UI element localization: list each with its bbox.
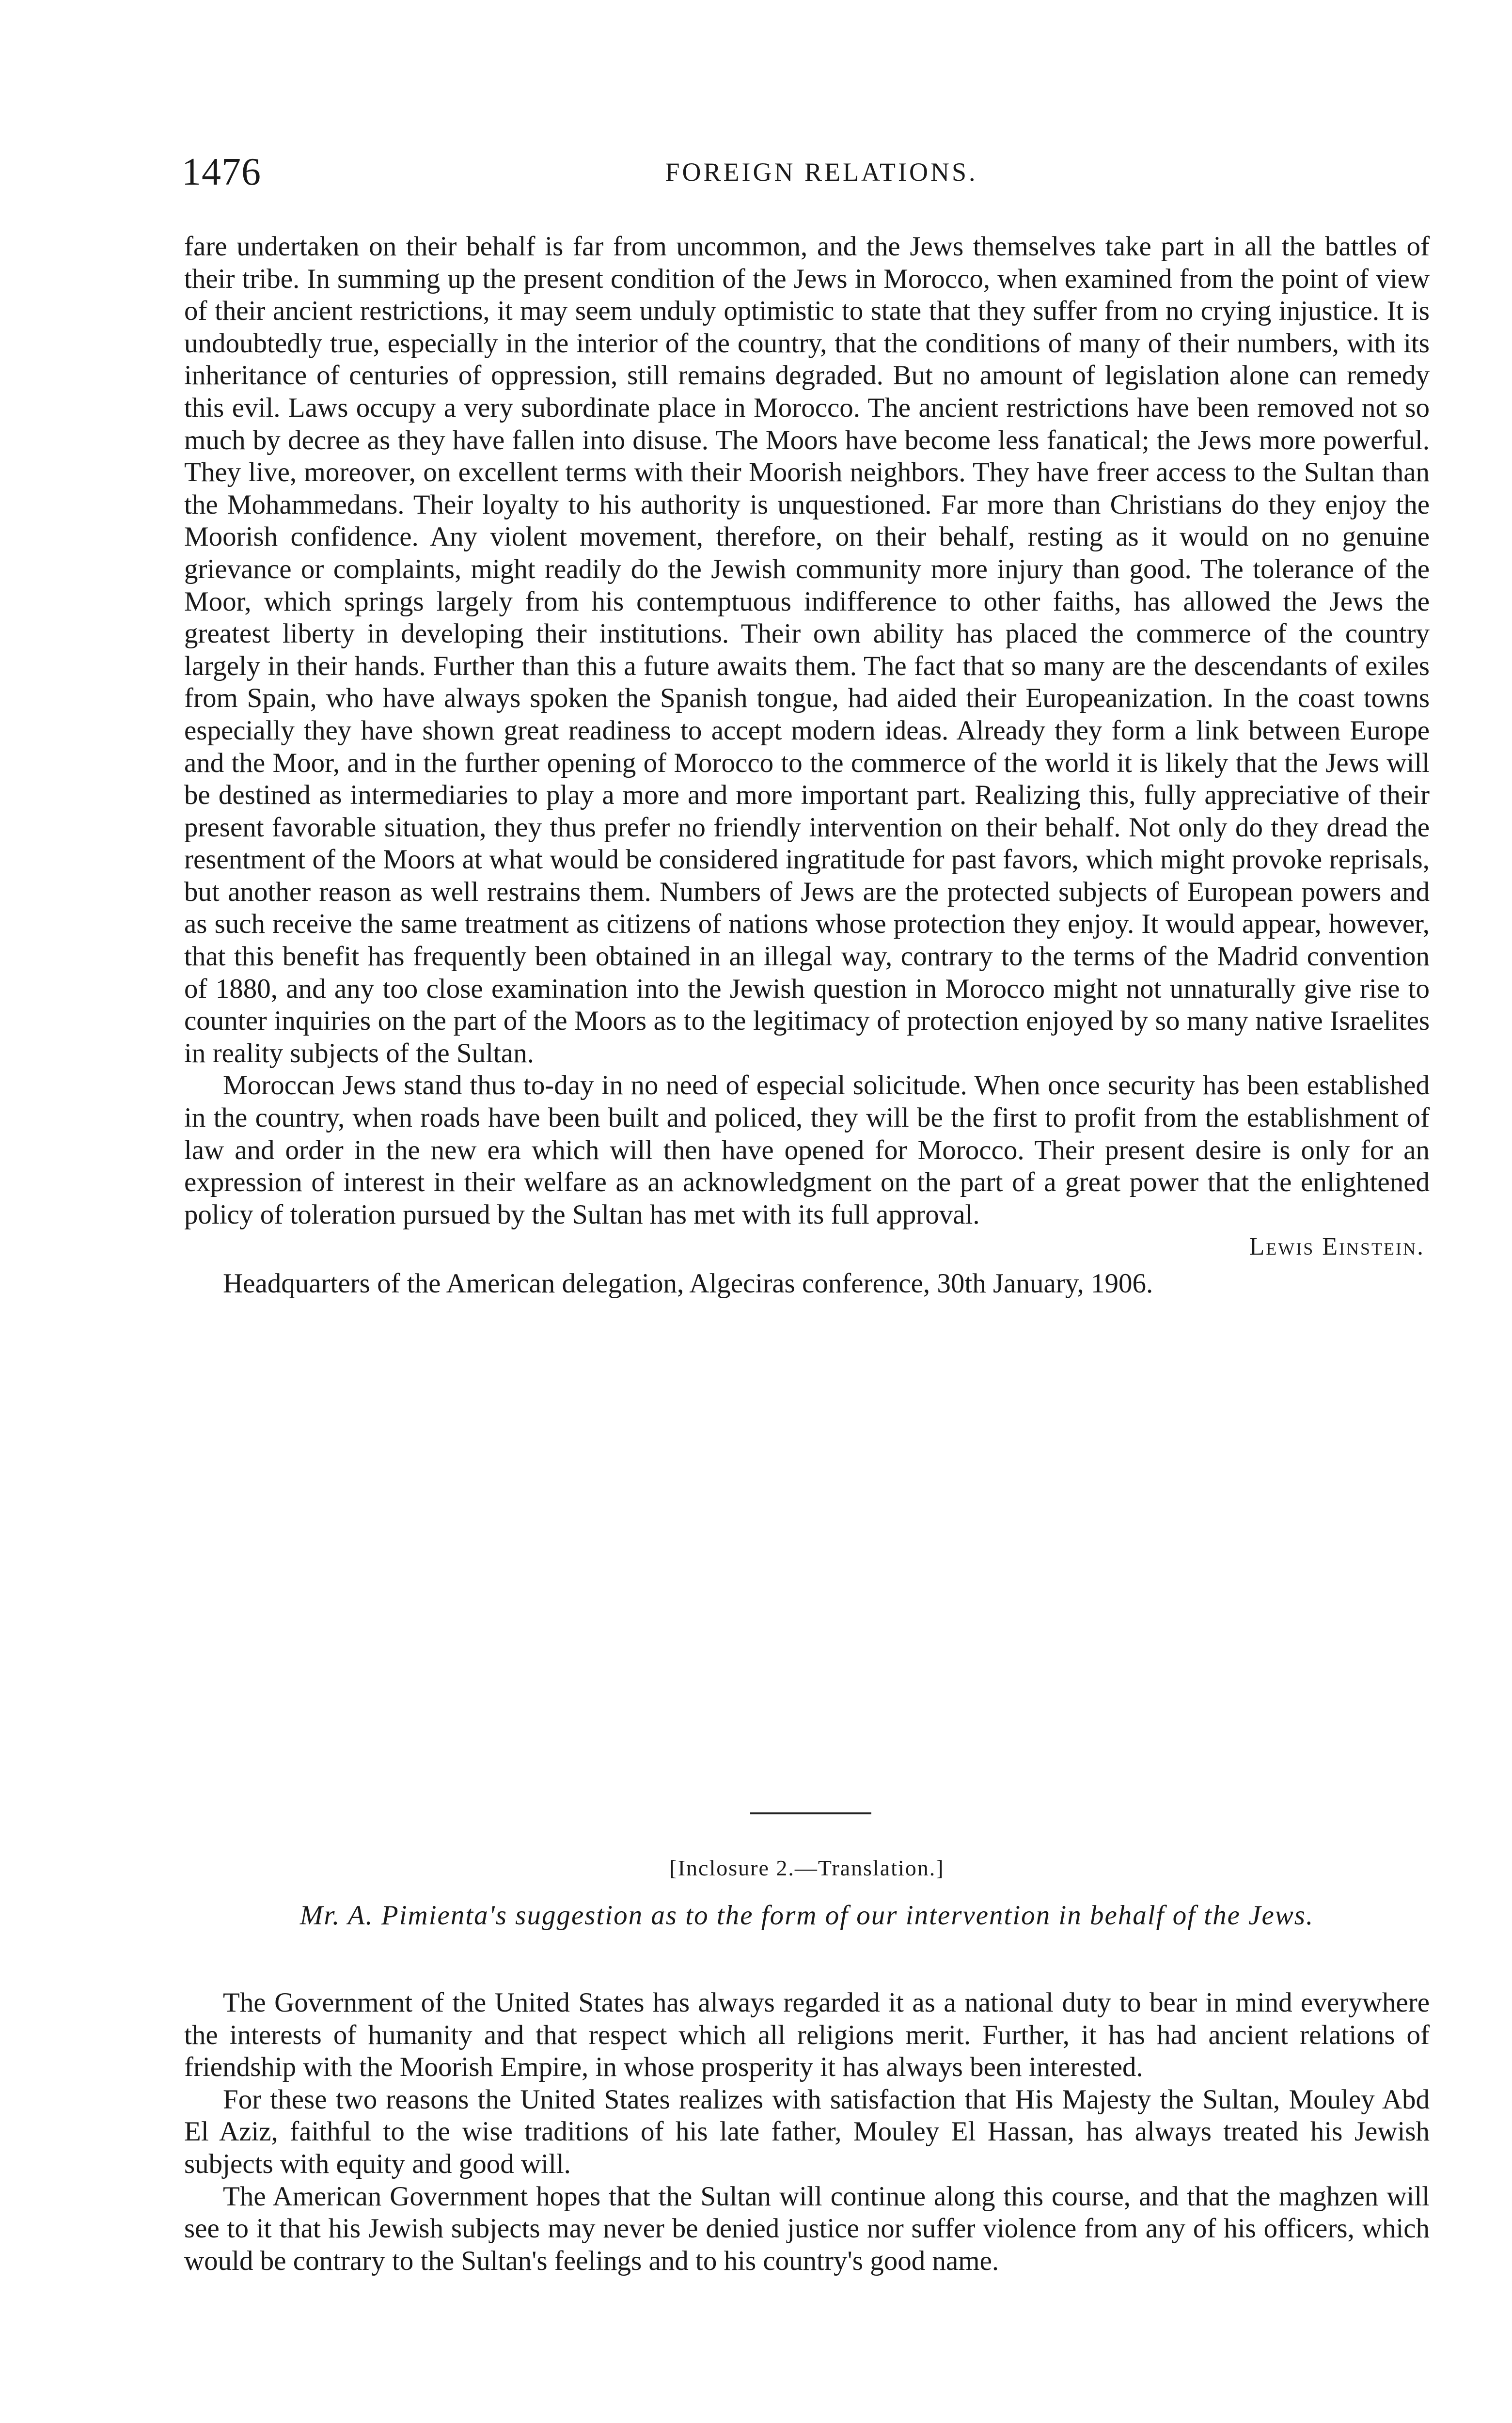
inclosure-body <box>184 1987 1430 2277</box>
signature: Lewis Einstein. <box>1249 1233 1425 1261</box>
running-title: FOREIGN RELATIONS. <box>665 157 978 187</box>
inclosure-paragraph-3: The American Government hopes that the Sultan will continue along this course, and that the maghzen will see to it that his Jewish subjects may never be denied justice nor suffer violence from any of his officers, which would be contrary to the Sultan's feelings and to his country's good name. <box>184 2181 1430 2276</box>
letter-body <box>184 231 1430 1300</box>
inclosure-label: [Inclosure 2.—Translation.] <box>669 1856 945 1880</box>
section-divider <box>750 1812 871 1814</box>
letter-paragraph-2: Moroccan Jews stand thus to-day in no need of especial solicitude. When once security has been established in the country, when roads have been built and policed, they will be the first to profit from the establishment of law and order in the new era which will then have opened for Morocco. Their present desire is only for an expression of interest in their welfare as an acknowledgment on the part of a great power that the enlightened policy of toleration pursued by the Sultan has met with its full approval. <box>184 1070 1430 1230</box>
inclosure-paragraph-1: The Government of the United States has always regarded it as a national duty to bear in mind everywhere the interests of humanity and that respect which all religions merit. Further, it has had ancient relations of friendship with the Moorish Empire, in whose prosperity it has always been interested. <box>184 1987 1430 2083</box>
running-head <box>182 145 1461 199</box>
letter-paragraph-1: fare undertaken on their behalf is far from uncommon, and the Jews themselves take part in all the battles of their tribe. In summing up the present condition of the Jews in Morocco, when examined from the point of view of their ancient restrictions, it may seem unduly optimistic to state that they suffer from no crying injustice. It is undoubtedly true, especially in the interior of the country, that the conditions of many of their numbers, with its inheritance of centuries of oppression, still remains degraded. But no amount of legislation alone can remedy this evil. Laws occupy a very subordinate place in Morocco. The ancient restrictions have been removed not so much by decree as they have fallen into disuse. The Moors have become less fanatical; the Jews more powerful. They live, moreover, on excellent terms with their Moorish neighbors. They have freer access to the Sultan than the Mohammedans. Their loyalty to his authority is unquestioned. Far more than Christians do they enjoy the Moorish confidence. Any violent movement, therefore, on their behalf, resting as it would on no genuine grievance or complaints, might readily do the Jewish community more injury than good. The tolerance of the Moor, which springs largely from his contemptuous indifference to other faiths, has allowed the Jews the greatest liberty in developing their institutions. Their own ability has placed the commerce of the country largely in their hands. Further than this a future awaits them. The fact that so many are the descendants of exiles from Spain, who have always spoken the Spanish tongue, had aided their Europeanization. In the coast towns especially they have shown great readiness to accept modern ideas. Already they form a link between Europe and the Moor, and in the further opening of Morocco to the commerce of the world it is likely that the Jews will be destined as intermediaries to play a more and more important part. Realizing this, fully appreciative of their present favorable situation, they thus prefer no friendly intervention on their behalf. Not only do they dread the resentment of the Moors at what would be considered ingratitude for past favors, which might provoke reprisals, but another reason as well restrains them. Numbers of Jews are the protected subjects of European powers and as such receive the same treatment as citizens of nations whose protection they enjoy. It would appear, however, that this benefit has frequently been obtained in an illegal way, contrary to the terms of the Madrid convention of 1880, and any too close examination into the Jewish question in Morocco might not unnaturally give rise to counter inquiries on the part of the Moors as to the legitimacy of protection enjoyed by so many native Israelites in reality subjects of the Sultan. <box>184 231 1430 1069</box>
dateline: Headquarters of the American delegation, Algeciras conference, 30th January, 1906. <box>223 1268 1153 1299</box>
page-number: 1476 <box>182 151 261 193</box>
inclosure-heading: Mr. A. Pimienta's suggestion as to the form of our intervention in behalf of the Jews. <box>299 1900 1314 1931</box>
inclosure-paragraph-2: For these two reasons the United States realizes with satisfaction that His Majesty the Sultan, Mouley Abd El Aziz, faithful to the wise traditions of his late father, Mouley El Hassan, has always treated his Jewish subjects with equity and good will. <box>184 2084 1430 2179</box>
